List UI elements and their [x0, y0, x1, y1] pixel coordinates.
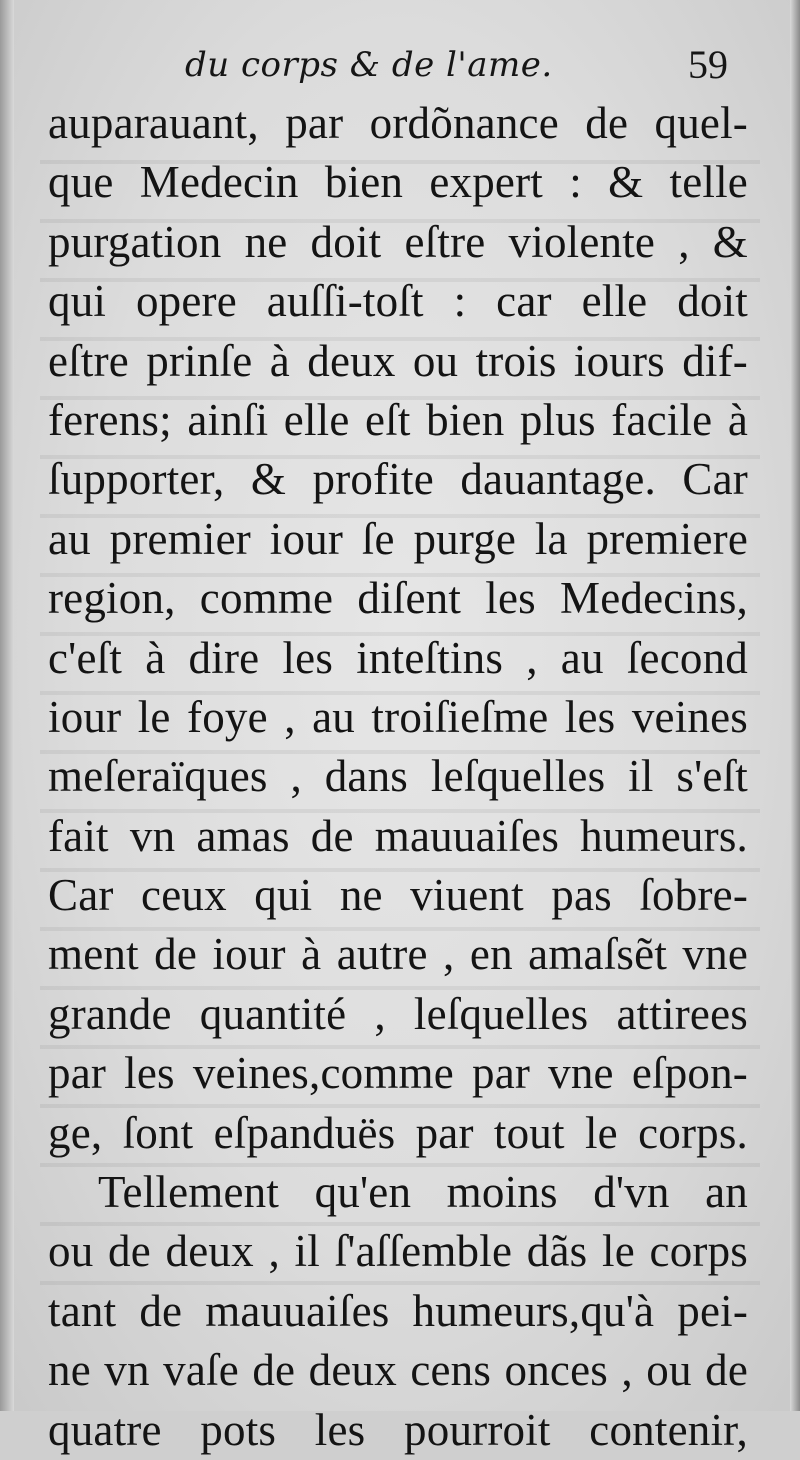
page-right-edge	[790, 0, 800, 1411]
text-line: auparauant, par ordõnance de quel-	[48, 98, 748, 148]
text-line: iour le foye , au troiſieſme les veines	[48, 691, 748, 742]
text-line: qui opere auſſi-toſt : car elle doit	[48, 276, 748, 327]
text-line: ne vn vaſe de deux cens onces , ou de	[48, 1345, 748, 1396]
text-line: ſupporter, & profite dauantage. Car	[48, 454, 748, 505]
running-title: du corps & de l'ame.	[185, 45, 553, 85]
text-line: ou de deux , il ſ'aſſemble dãs le corps	[48, 1226, 748, 1277]
text-line: grande quantité , leſquelles attirees	[48, 988, 748, 1039]
text-line: au premier iour ſe purge la premiere	[48, 513, 748, 564]
text-line: eſtre prinſe à deux ou trois iours dif-	[48, 335, 748, 386]
page-left-edge	[0, 0, 14, 1411]
text-line: region, comme diſent les Medecins,	[48, 573, 748, 624]
page-header	[0, 42, 800, 92]
text-line: meſeraïques , dans leſquelles il s'eſt	[48, 751, 748, 802]
text-line: ge, ſont eſpanduës par tout le corps.	[48, 1107, 748, 1158]
text-line: tant de mauuaiſes humeurs,qu'à pei-	[48, 1285, 748, 1336]
body-text	[48, 94, 748, 1460]
text-line: Tellement qu'en moins d'vn an	[98, 1167, 748, 1218]
text-line: fait vn amas de mauuaiſes humeurs.	[48, 810, 748, 861]
text-line: quatre pots les pourroit contenir,	[48, 1404, 748, 1455]
text-line: que Medecin bien expert : & telle	[48, 157, 748, 208]
text-line: Car ceux qui ne viuent pas ſobre-	[48, 870, 748, 921]
text-line: purgation ne doit eſtre violente , &	[48, 216, 748, 267]
text-line: par les veines,comme par vne eſpon-	[48, 1048, 748, 1099]
page-number: 59	[688, 42, 728, 87]
text-line: ment de iour à autre , en amaſsẽt vne	[48, 929, 748, 980]
text-line: c'eſt à dire les inteſtins , au ſecond	[48, 632, 748, 683]
text-line: ferens; ainſi elle eſt bien plus facile à	[48, 394, 748, 445]
